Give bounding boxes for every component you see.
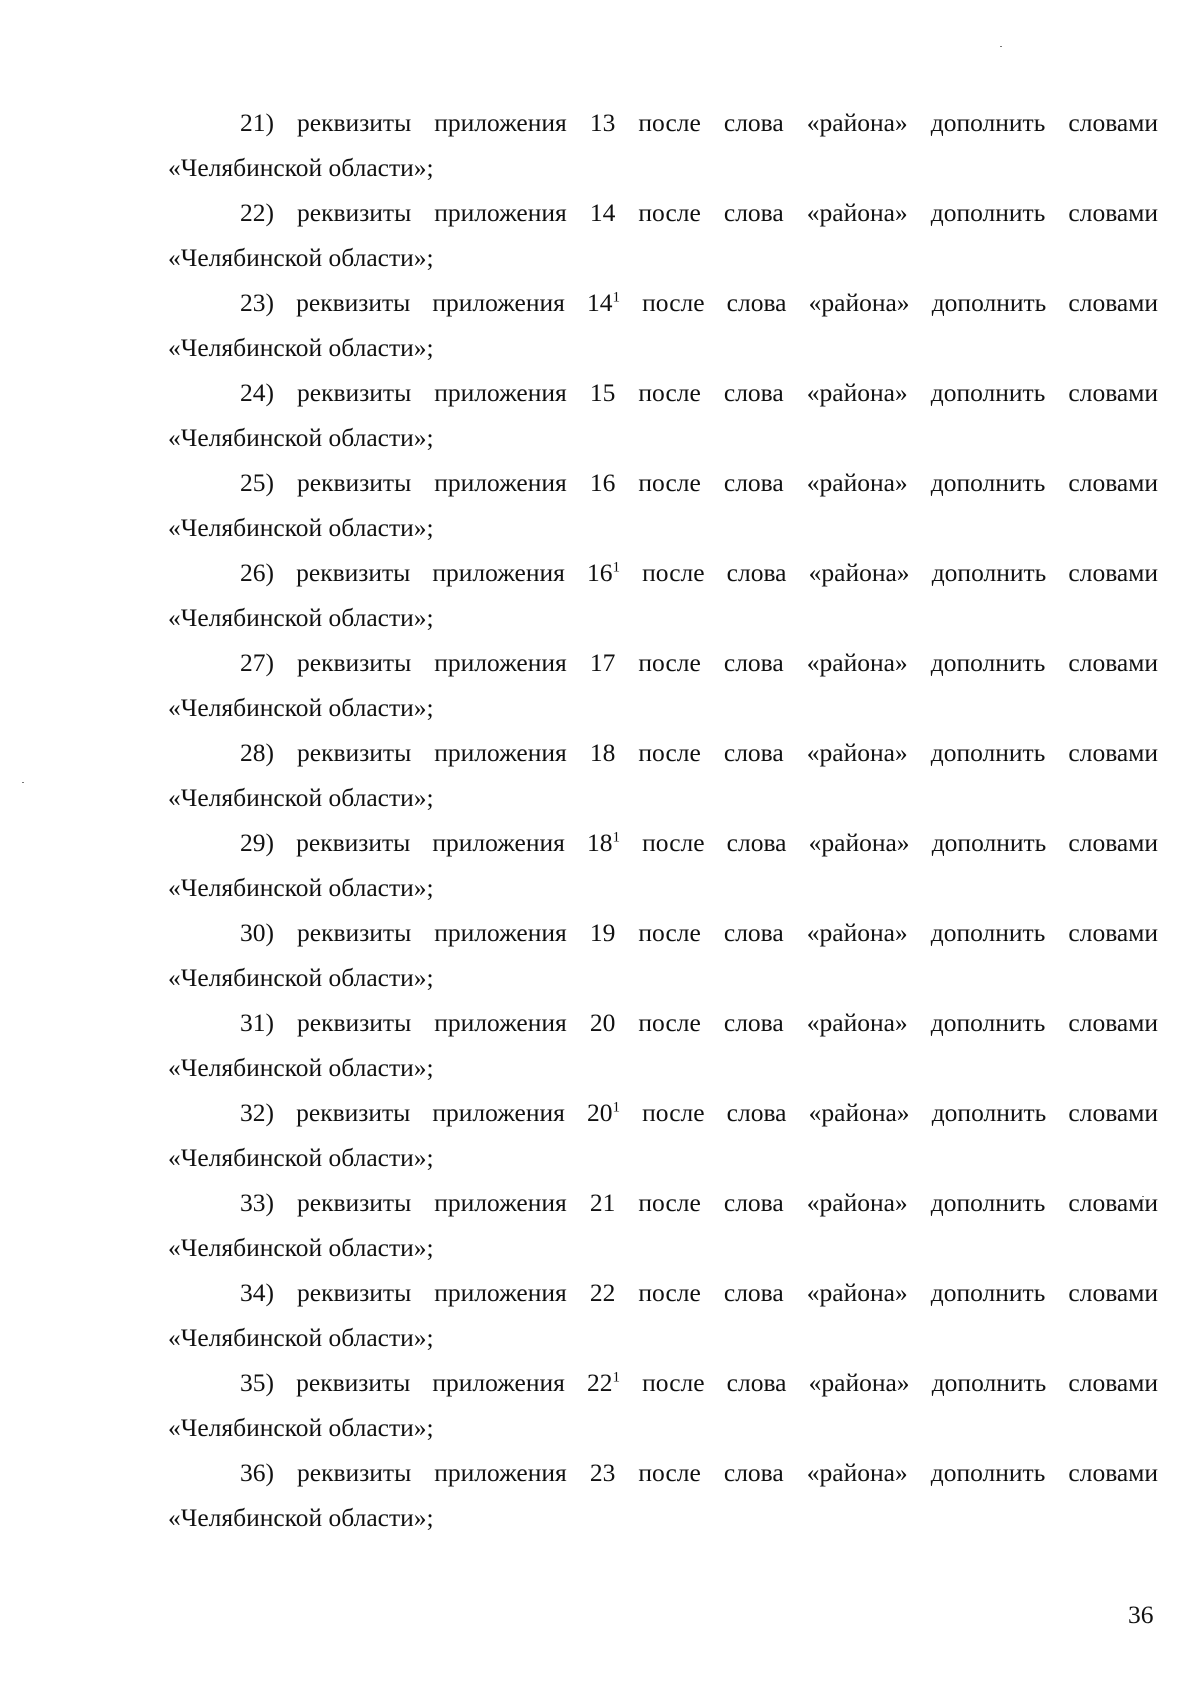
amendment-item: 21) реквизиты приложения 13 после слова «района» дополнить словами «Челябинской области»; xyxy=(168,108,1158,182)
page-number: 36 xyxy=(1128,1600,1154,1629)
amendment-item: 28) реквизиты приложения 18 после слова «района» дополнить словами «Челябинской области»; xyxy=(168,738,1158,812)
amendment-item: 34) реквизиты приложения 22 после слова «района» дополнить словами «Челябинской области»; xyxy=(168,1278,1158,1352)
superscript-index: 1 xyxy=(612,559,621,576)
item-text-end: после слова «района» дополнить словами «Челябинской области»; xyxy=(168,1098,1158,1172)
item-text-start: 26) реквизиты приложения 16 xyxy=(240,558,613,587)
item-text-end: после слова «района» дополнить словами «Челябинской области»; xyxy=(168,828,1158,902)
item-text-start: 35) реквизиты приложения 22 xyxy=(240,1368,613,1397)
amendment-item: 27) реквизиты приложения 17 после слова «района» дополнить словами «Челябинской области»; xyxy=(168,648,1158,722)
item-text-end: после слова «района» дополнить словами «Челябинской области»; xyxy=(168,1368,1158,1442)
scan-speck xyxy=(1000,46,1002,47)
superscript-index: 1 xyxy=(612,1099,621,1116)
superscript-index: 1 xyxy=(612,829,621,846)
amendment-item: 31) реквизиты приложения 20 после слова «района» дополнить словами «Челябинской области»; xyxy=(168,1008,1158,1082)
amendment-item xyxy=(168,820,1158,910)
amendment-item: 25) реквизиты приложения 16 после слова «района» дополнить словами «Челябинской области»; xyxy=(168,468,1158,542)
item-text-start: 32) реквизиты приложения 20 xyxy=(240,1098,613,1127)
item-text-start: 23) реквизиты приложения 14 xyxy=(240,288,613,317)
amendment-item xyxy=(168,1090,1158,1180)
item-text-start: 29) реквизиты приложения 18 xyxy=(240,828,613,857)
amendment-item: 24) реквизиты приложения 15 после слова «района» дополнить словами «Челябинской области»; xyxy=(168,378,1158,452)
item-text-end: после слова «района» дополнить словами «Челябинской области»; xyxy=(168,558,1158,632)
scan-speck xyxy=(22,782,24,783)
amendment-item: 30) реквизиты приложения 19 после слова «района» дополнить словами «Челябинской области»; xyxy=(168,918,1158,992)
amendment-item: 36) реквизиты приложения 23 после слова «района» дополнить словами «Челябинской области»; xyxy=(168,1458,1158,1532)
amendment-item xyxy=(168,1360,1158,1450)
superscript-index: 1 xyxy=(612,289,621,306)
amendment-item: 33) реквизиты приложения 21 после слова «района» дополнить словами «Челябинской области»; xyxy=(168,1188,1158,1262)
item-text-end: после слова «района» дополнить словами «Челябинской области»; xyxy=(168,288,1158,362)
superscript-index: 1 xyxy=(612,1369,621,1386)
amendment-item xyxy=(168,550,1158,640)
document-body xyxy=(168,100,1158,1540)
amendment-item: 22) реквизиты приложения 14 после слова «района» дополнить словами «Челябинской области»; xyxy=(168,198,1158,272)
amendment-item xyxy=(168,280,1158,370)
